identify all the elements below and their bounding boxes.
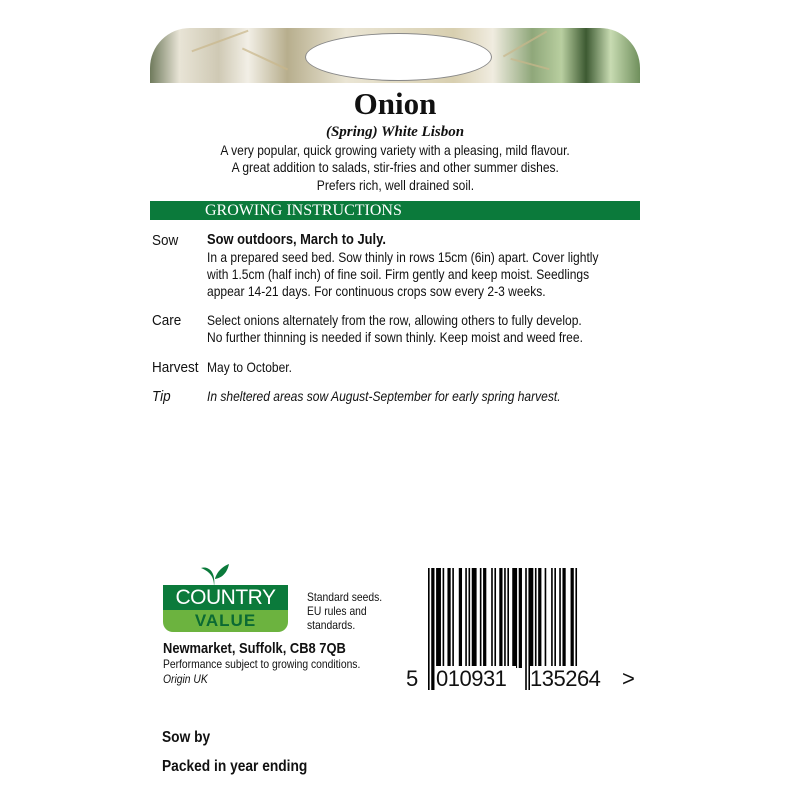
barcode-bar — [436, 568, 441, 668]
barcode-bar — [559, 568, 561, 668]
address: Newmarket, Suffolk, CB8 7QB — [163, 640, 346, 657]
barcode-bar — [465, 568, 467, 668]
performance-note: Performance subject to growing conditions. — [163, 657, 361, 671]
care-text: Select onions alternately from the row, allowing others to fully develop. — [207, 312, 582, 328]
description-line: A great addition to salads, stir-fries and other summer dishes. — [231, 159, 559, 175]
packed-label: Packed in year ending — [162, 758, 308, 775]
barcode-bar — [452, 568, 454, 668]
barcode-left-digits: 010931 — [436, 666, 516, 692]
page-title: Onion — [353, 86, 437, 121]
origin: Origin UK — [163, 672, 208, 686]
harvest-label: Harvest — [152, 359, 199, 376]
standards-text: EU rules and — [307, 604, 367, 618]
standards-text: standards. — [307, 618, 356, 632]
barcode-bar — [483, 568, 486, 668]
logo-value: VALUE — [163, 610, 288, 632]
barcode-bar — [472, 568, 477, 668]
sow-text: appear 14-21 days. For continuous crops sow every 2-3 weeks. — [207, 283, 546, 299]
barcode-bar — [512, 568, 517, 668]
barcode-right-digits: 135264 — [530, 666, 612, 692]
barcode-bar — [535, 568, 537, 668]
barcode-bar — [554, 568, 556, 668]
sow-by-label: Sow by — [162, 729, 211, 746]
barcode-bar — [459, 568, 462, 668]
barcode-bar — [551, 568, 553, 668]
barcode-bar — [494, 568, 496, 668]
standards-text: Standard seeds. — [307, 590, 383, 604]
sow-heading: Sow outdoors, March to July. — [207, 231, 386, 248]
sow-label: Sow — [152, 232, 179, 249]
barcode-bar — [428, 568, 430, 690]
harvest-text: May to October. — [207, 359, 292, 375]
barcode-bar — [525, 568, 527, 690]
barcode-bar — [538, 568, 541, 668]
section-header-bar — [150, 201, 640, 220]
description-line: A very popular, quick growing variety with a pleasing, mild flavour. — [220, 142, 570, 158]
hanger-hole — [305, 33, 492, 81]
description-line: Prefers rich, well drained soil. — [316, 177, 474, 193]
barcode-bar — [469, 568, 471, 668]
barcode-bar — [519, 568, 522, 668]
barcode-bar — [562, 568, 565, 668]
tip-label: Tip — [152, 388, 171, 405]
barcode-bar — [447, 568, 450, 668]
barcode-bar — [431, 568, 434, 690]
barcode-bar — [480, 568, 482, 668]
tip-text: In sheltered areas sow August-September for early spring harvest. — [207, 388, 561, 404]
care-label: Care — [152, 312, 182, 329]
variety-subtitle: (Spring) White Lisbon — [325, 124, 465, 140]
care-text: No further thinning is needed if sown thinly. Keep moist and weed free. — [207, 329, 583, 345]
barcode-bar — [545, 568, 547, 668]
barcode-bar — [443, 568, 445, 668]
barcode-bar — [504, 568, 506, 668]
barcode-first-digit: 5 — [406, 666, 419, 691]
barcode-bar — [491, 568, 493, 668]
barcode-bar — [499, 568, 502, 668]
leaf-icon — [197, 562, 231, 586]
barcode-end-mark: > — [622, 666, 635, 691]
barcode-bar — [507, 568, 509, 668]
logo-country: COUNTRY — [163, 585, 288, 610]
sow-text: with 1.5cm (half inch) of fine soil. Firm gently and keep moist. Seedlings — [207, 266, 590, 282]
barcode-bar — [575, 568, 577, 668]
barcode-bar — [571, 568, 574, 668]
section-title: GROWING INSTRUCTIONS — [205, 202, 402, 219]
sow-text: In a prepared seed bed. Sow thinly in rows 15cm (6in) apart. Cover lightly — [207, 249, 599, 265]
